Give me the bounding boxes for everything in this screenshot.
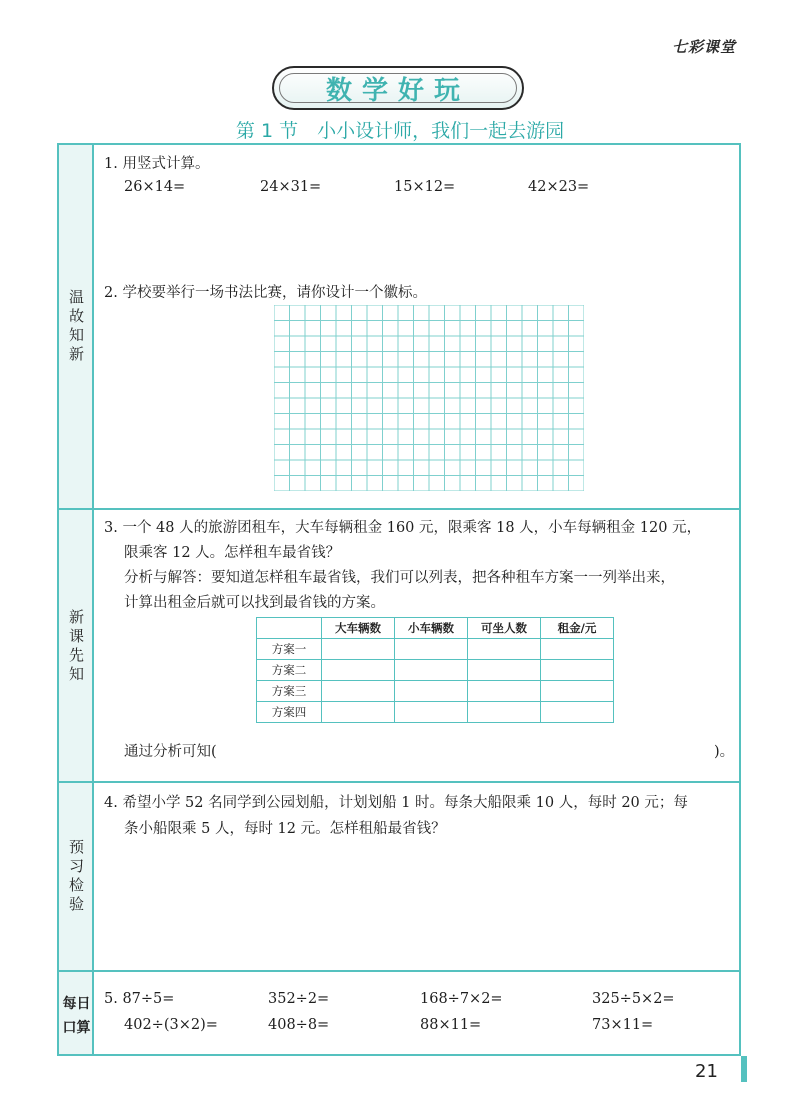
table-header-cell: 大车辆数 [322,618,395,639]
q3-analysis: 分析与解答：要知道怎样租车最省钱，我们可以列表，把各种租车方案一一列举出来， [124,570,675,586]
title-banner [272,66,524,110]
q5-item: 168÷7×2= [420,991,503,1007]
brand-logo: 七彩课堂 [672,38,737,56]
q1-item: 15×12= [394,179,456,195]
plan-label: 方案四 [257,702,322,723]
q5-item: 73×11= [592,1017,654,1033]
q3-answer-blank[interactable] [228,740,708,760]
q5-item: 402÷(3×2)= [124,1017,218,1033]
table-cell[interactable] [541,660,614,681]
table-cell[interactable] [468,702,541,723]
table-row [257,702,614,723]
q3-analysis: 计算出租金后就可以找到最省钱的方案。 [124,595,385,611]
q5-item: 325÷5×2= [592,991,675,1007]
q5-item: 408÷8= [268,1017,330,1033]
table-row [257,639,614,660]
q1-prompt: 1. 用竖式计算。 [104,156,210,172]
table-cell[interactable] [395,639,468,660]
table-cell[interactable] [468,660,541,681]
table-cell[interactable] [468,681,541,702]
table-row [257,660,614,681]
q1-item: 42×23= [528,179,590,195]
page-edge-tab [741,1056,747,1082]
table-cell[interactable] [395,660,468,681]
section-divider [57,781,741,783]
table-header-cell [257,618,322,639]
table-cell[interactable] [541,639,614,660]
table-cell[interactable] [468,639,541,660]
q5-item: 352÷2= [268,991,330,1007]
table-cell[interactable] [541,681,614,702]
q4-line: 条小船限乘 5 人，每时 12 元。怎样租船最省钱？ [124,821,446,837]
section-label-review [59,288,94,364]
table-row [257,681,614,702]
q3-line: 限乘客 12 人。怎样租车最省钱？ [124,545,341,561]
q1-item: 26×14= [124,179,186,195]
logo-design-grid[interactable] [274,305,584,491]
section-label-text: 新课先知 [68,608,84,683]
lesson-subtitle: 第 1 节 小小设计师，我们一起去游园 [235,120,565,142]
table-cell[interactable] [395,702,468,723]
plan-label: 方案二 [257,660,322,681]
q5-item: 5. 87÷5= [104,991,175,1007]
plan-label: 方案三 [257,681,322,702]
table-header-cell: 小车辆数 [395,618,468,639]
q1-item: 24×31= [260,179,322,195]
section-label-preview [59,838,94,914]
page-number: 21 [695,1061,718,1082]
table-cell[interactable] [322,702,395,723]
section-divider [57,970,741,972]
table-header-cell: 可坐人数 [468,618,541,639]
q3-conclusion-label: 通过分析可知( [124,744,217,760]
table-cell[interactable] [395,681,468,702]
table-header-row [257,618,614,639]
section-divider [57,508,741,510]
section-label-daily [59,992,94,1040]
section-label-text: 预习检验 [68,838,84,913]
table-cell[interactable] [541,702,614,723]
section-label-text: 温故知新 [68,288,84,363]
q4-line: 4. 希望小学 52 名同学到公园划船，计划划船 1 时。每条大船限乘 10 人，每时 20 元；每 [104,795,688,811]
q3-line: 3. 一个 48 人的旅游团租车，大车每辆租金 160 元，限乘客 18 人，小车每辆租金 120 元， [104,520,702,536]
table-cell[interactable] [322,681,395,702]
plan-label: 方案一 [257,639,322,660]
q5-item: 88×11= [420,1017,482,1033]
q3-conclusion-end: )。 [714,744,735,760]
section-label-new [59,608,94,684]
section-label-text: 每日口算 [62,996,91,1036]
page-title: 数学好玩 [325,75,470,106]
q2-prompt: 2. 学校要举行一场书法比赛，请你设计一个徽标。 [104,285,427,301]
table-cell[interactable] [322,660,395,681]
rental-plan-table [256,617,614,723]
table-cell[interactable] [322,639,395,660]
table-header-cell: 租金/元 [541,618,614,639]
